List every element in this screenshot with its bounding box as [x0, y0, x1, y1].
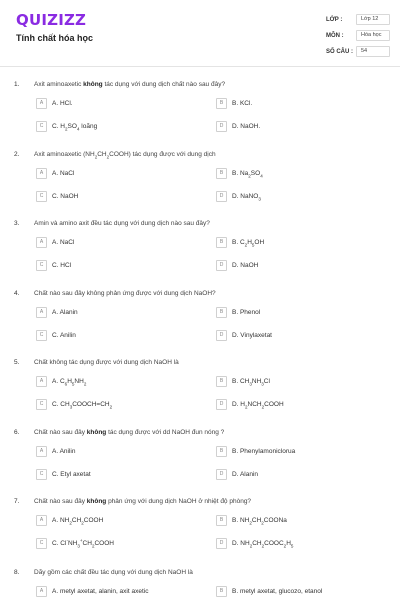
question-text: Axit aminoaxetic $(NH_2CH_2COOH)$ tác dụng được với dung dịch	[34, 151, 216, 160]
option-letter-box: C	[36, 121, 47, 132]
answer-option-a[interactable]	[36, 168, 196, 180]
question-item	[0, 568, 400, 600]
option-text: A. Alanin	[52, 309, 78, 316]
question-text: Amin và amino axit đều tác dụng với dung dịch nào sau đây?	[34, 220, 210, 227]
option-text: C. NaOH	[52, 193, 79, 200]
question-text: Chất nào sau đây không phản ứng với dung dịch NaOH ở nhiệt độ phòng?	[34, 498, 252, 505]
question-number: 1.	[14, 81, 20, 88]
option-letter-box: A	[36, 168, 47, 179]
option-letter-box: A	[36, 98, 47, 109]
answer-option-c[interactable]	[36, 469, 196, 481]
option-text: A. NaCl	[52, 170, 75, 177]
option-text: B. KCl.	[232, 100, 253, 107]
option-letter-box: B	[216, 515, 227, 526]
option-letter-box: D	[216, 260, 227, 271]
question-number: 4.	[14, 290, 20, 297]
option-text: B. $NH_2CH_2COONa$	[232, 517, 287, 526]
option-letter-box: B	[216, 586, 227, 597]
option-text: C. HCl	[52, 262, 72, 269]
answer-option-a[interactable]	[36, 515, 196, 527]
meta-count-value: 54	[356, 46, 390, 57]
meta-subject-value: Hóa học	[356, 30, 390, 41]
worksheet-header	[0, 0, 400, 64]
option-text: D. NaOH	[232, 262, 259, 269]
option-text: A. Anilin	[52, 448, 76, 455]
option-letter-box: B	[216, 168, 227, 179]
option-text: B. $CH_3NH_3Cl$	[232, 378, 270, 387]
question-text: Chất không tác dụng được với dung dịch NaOH là	[34, 359, 179, 366]
answer-option-c[interactable]	[36, 121, 196, 133]
answer-option-b[interactable]	[216, 307, 376, 319]
question-item	[0, 428, 400, 498]
meta-subject	[326, 30, 386, 42]
answer-option-c[interactable]	[36, 260, 196, 272]
question-item	[0, 219, 400, 289]
option-letter-box: B	[216, 98, 227, 109]
option-letter-box: B	[216, 237, 227, 248]
option-text: A. HCl.	[52, 100, 73, 107]
option-text: D. NaNO$_3$	[232, 193, 261, 202]
option-letter-box: A	[36, 446, 47, 457]
option-letter-box: D	[216, 469, 227, 480]
answer-option-b[interactable]	[216, 446, 376, 458]
option-text: D. Alanin	[232, 471, 259, 478]
meta-class-value: Lớp 12	[356, 14, 390, 25]
answer-option-b[interactable]	[216, 237, 376, 249]
answer-option-b[interactable]	[216, 376, 376, 388]
option-letter-box: C	[36, 191, 47, 202]
option-text: C. $CH_3COOCH=CH_2$	[52, 401, 113, 410]
question-item	[0, 497, 400, 567]
meta-class	[326, 14, 386, 26]
option-letter-box: C	[36, 260, 47, 271]
answer-option-c[interactable]	[36, 538, 196, 550]
answer-option-a[interactable]	[36, 446, 196, 458]
option-letter-box: D	[216, 399, 227, 410]
header-divider	[0, 66, 400, 67]
answer-option-b[interactable]	[216, 168, 376, 180]
option-letter-box: C	[36, 538, 47, 549]
option-text: D. Vinylaxetat	[232, 332, 272, 339]
option-text: B. $C_2H_5OH$	[232, 239, 265, 248]
option-letter-box: D	[216, 538, 227, 549]
worksheet-title: Tính chất hóa học	[16, 33, 94, 43]
meta-subject-label: MÔN :	[326, 33, 344, 39]
option-letter-box: A	[36, 376, 47, 387]
option-text: B. $Na_2SO_4$	[232, 170, 263, 179]
answer-option-a[interactable]	[36, 586, 196, 598]
option-letter-box: A	[36, 307, 47, 318]
option-text: D. $NH_2CH_2COOC_2H_5$	[232, 540, 294, 549]
question-number: 8.	[14, 569, 20, 576]
question-text: Chất nào sau đây không tác dụng được với dd NaOH đun nóng ?	[34, 429, 225, 436]
answer-option-c[interactable]	[36, 330, 196, 342]
option-text: B. metyl axetat, glucozo, etanol	[232, 588, 323, 595]
question-number: 5.	[14, 359, 20, 366]
option-letter-box: C	[36, 330, 47, 341]
option-text: C. Anilin	[52, 332, 76, 339]
question-number: 3.	[14, 220, 20, 227]
answer-option-a[interactable]	[36, 237, 196, 249]
option-text: D. NaOH.	[232, 123, 261, 130]
option-text: B. Phenylamoniclorua	[232, 448, 296, 455]
option-letter-box: B	[216, 307, 227, 318]
option-text: B. Phenol	[232, 309, 261, 316]
answer-option-b[interactable]	[216, 586, 376, 598]
answer-option-a[interactable]	[36, 98, 196, 110]
question-number: 2.	[14, 151, 20, 158]
option-letter-box: A	[36, 237, 47, 248]
answer-option-d[interactable]	[216, 121, 376, 133]
option-letter-box: B	[216, 376, 227, 387]
answer-option-b[interactable]	[216, 98, 376, 110]
question-number: 6.	[14, 429, 20, 436]
answer-option-c[interactable]	[36, 399, 196, 411]
option-text: C. Etyl axetat	[52, 471, 91, 478]
option-text: C. $Cl^-NH_3^+CH_2COOH$	[52, 537, 114, 549]
answer-option-b[interactable]	[216, 515, 376, 527]
answer-option-a[interactable]	[36, 307, 196, 319]
option-text: D. $H_2NCH_2COOH$	[232, 401, 284, 410]
meta-class-label: LỚP :	[326, 17, 343, 23]
question-item	[0, 289, 400, 359]
answer-option-d[interactable]	[216, 330, 376, 342]
question-text: Chất nào sau đây không phản ứng được với dung dịch NaOH?	[34, 290, 216, 297]
question-item	[0, 150, 400, 220]
meta-count	[326, 46, 386, 58]
question-text: Dãy gồm các chất đều tác dụng với dung dịch NaOH là	[34, 569, 193, 576]
meta-count-label: SỐ CÂU :	[326, 49, 353, 55]
question-number: 7.	[14, 498, 20, 505]
question-item	[0, 80, 400, 150]
option-text: A. NaCl	[52, 239, 75, 246]
answer-option-a[interactable]	[36, 376, 196, 388]
option-letter-box: D	[216, 121, 227, 132]
option-letter-box: D	[216, 330, 227, 341]
answer-option-c[interactable]	[36, 191, 196, 203]
quizizz-logo: QUIZIZZ	[16, 11, 87, 29]
option-text: A. $NH_2CH_2COOH$	[52, 517, 104, 526]
option-letter-box: A	[36, 515, 47, 526]
answer-option-d[interactable]	[216, 469, 376, 481]
answer-option-d[interactable]	[216, 538, 376, 550]
option-text: A. metyl axetat, alanin, axit axetic	[52, 588, 149, 595]
question-item	[0, 358, 400, 428]
option-letter-box: C	[36, 399, 47, 410]
question-text: Axit aminoaxetic không tác dụng với dung dịch chất nào sau đây?	[34, 81, 226, 88]
option-text: C. $H_2SO_4$ loãng	[52, 123, 98, 132]
answer-option-d[interactable]	[216, 399, 376, 411]
option-text: A. $C_6H_5NH_2$	[52, 378, 87, 387]
answer-option-d[interactable]	[216, 191, 376, 203]
option-letter-box: B	[216, 446, 227, 457]
option-letter-box: C	[36, 469, 47, 480]
option-letter-box: A	[36, 586, 47, 597]
answer-option-d[interactable]	[216, 260, 376, 272]
option-letter-box: D	[216, 191, 227, 202]
